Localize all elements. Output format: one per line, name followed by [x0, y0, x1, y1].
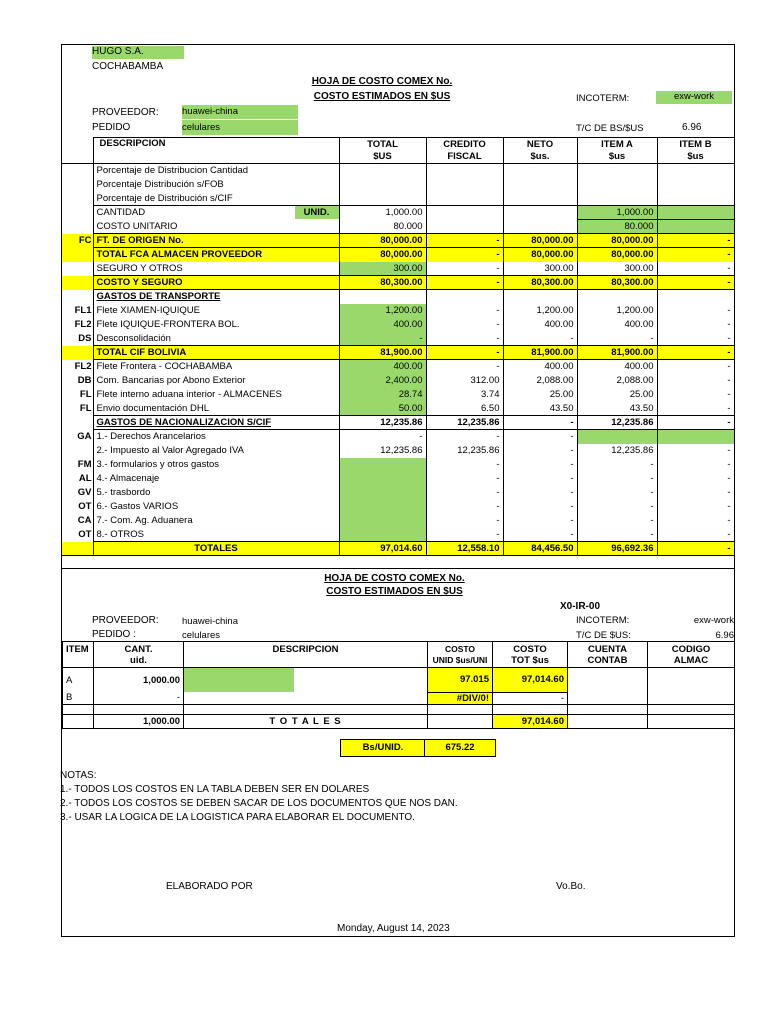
row-item-b: - — [657, 374, 734, 388]
tc-label: T/C DE BS/$US — [576, 123, 644, 134]
table-row — [62, 318, 734, 332]
row-item-b: - — [657, 318, 734, 332]
row-total — [339, 500, 426, 514]
row-item-a: 400.00 — [577, 360, 657, 374]
table-row: A 1,000.00 97.015 97,014.60 — [63, 668, 735, 693]
row-total: 12,235.86 — [339, 444, 426, 458]
cost-table — [62, 137, 735, 556]
header-descripcion-2: DESCRIPCION — [184, 642, 428, 668]
row-total — [339, 192, 426, 206]
row-credito — [426, 192, 503, 206]
row-total: 12,235.86 — [339, 416, 426, 430]
row-neto: 2,088.00 — [503, 374, 577, 388]
row-neto: - — [503, 528, 577, 542]
row-neto: - — [503, 514, 577, 528]
row-description: Flete IQUIQUE-FRONTERA BOL. — [93, 318, 339, 332]
company-city: COCHABAMBA — [92, 61, 164, 72]
row-total: 80.000 — [339, 220, 426, 234]
row-description: COSTO UNITARIO — [93, 220, 339, 234]
row-description: Porcentaje Distribución s/FOB — [93, 178, 339, 192]
row-credito — [426, 220, 503, 234]
row-item-a: 25.00 — [577, 388, 657, 402]
row-code — [62, 276, 93, 290]
row-item-a: 2,088.00 — [577, 374, 657, 388]
row-total: - — [339, 332, 426, 346]
tc-value: 6.96 — [682, 122, 702, 133]
row-description: SEGURO Y OTROS — [93, 262, 339, 276]
row-code: AL — [78, 473, 92, 484]
row-total — [339, 514, 426, 528]
row-credito — [426, 206, 503, 220]
row-description: Envio documentación DHL — [93, 402, 339, 416]
section2-order-label: PEDIDO : — [92, 629, 136, 640]
row-credito: - — [426, 248, 503, 262]
row-total — [339, 528, 426, 542]
row-description: Flete Frontera - COCHABAMBA — [93, 360, 339, 374]
table-row — [62, 388, 734, 402]
section2-subtitle: COSTO ESTIMADOS EN $US — [326, 586, 463, 597]
row-neto: 80,000.00 — [503, 234, 577, 248]
row-total: 97,014.60 — [339, 542, 426, 556]
table-row — [62, 500, 734, 514]
table-row — [62, 178, 734, 192]
row-item-a: 43.50 — [577, 402, 657, 416]
row-description: Com. Bancarias por Abono Exterior — [93, 374, 339, 388]
row-item-a: - — [577, 458, 657, 472]
section2-title: HOJA DE COSTO COMEX No. — [324, 573, 465, 584]
provider-label: PROVEEDOR: — [92, 107, 159, 118]
company-name: HUGO S.A. — [92, 46, 184, 59]
row-item-b — [657, 220, 734, 234]
row-item-a: 80,000.00 — [577, 234, 657, 248]
header-cant: CANT. uid. — [94, 642, 184, 668]
row-description: GASTOS DE NACIONALIZACION S/CIF — [93, 416, 339, 430]
row-credito: - — [426, 528, 503, 542]
row-item-a: 81,900.00 — [577, 346, 657, 360]
row-total: 1,000.00 — [339, 206, 426, 220]
section2-tc-value: 6.96 — [715, 630, 734, 641]
row-neto: - — [503, 444, 577, 458]
row-description: CANTIDAD UNID. — [93, 206, 339, 220]
row-description: Porcentaje de Distribución s/CIF — [93, 192, 339, 206]
row-credito: 12,558.10 — [426, 542, 503, 556]
row-code: FL1 — [74, 305, 92, 316]
row-description: COSTO Y SEGURO — [93, 276, 339, 290]
row-code: CA — [77, 515, 92, 526]
row-total — [339, 290, 426, 304]
incoterm-label: INCOTERM: — [576, 93, 630, 104]
row-neto: - — [503, 458, 577, 472]
row-code — [62, 444, 93, 458]
table-row — [62, 374, 734, 388]
row-code: FL2 — [74, 319, 92, 330]
row-item-b: - — [657, 234, 734, 248]
section2-order-value: celulares — [182, 630, 221, 641]
table-row — [62, 234, 734, 248]
section2-provider-label: PROVEEDOR: — [92, 615, 159, 626]
row-neto: 80,000.00 — [503, 248, 577, 262]
row-item-b: - — [657, 472, 734, 486]
note-line: 2.- TODOS LOS COSTOS SE DEBEN SACAR DE LOS DOCUMENTOS QUE NOS DAN. — [60, 798, 458, 809]
row-credito: - — [426, 262, 503, 276]
row-item-b — [657, 164, 734, 178]
section2-incoterm-label: INCOTERM: — [576, 615, 630, 626]
row-neto — [503, 290, 577, 304]
approved-label: Vo.Bo. — [556, 881, 586, 892]
row-credito: 6.50 — [426, 402, 503, 416]
row-neto: 300.00 — [503, 262, 577, 276]
row-neto — [503, 206, 577, 220]
row-description: 6.- Gastos VARIOS — [93, 500, 339, 514]
table-row — [62, 276, 734, 290]
row-description: Flete XIAMEN-IQUIQUE — [93, 304, 339, 318]
row-code: FL — [79, 389, 92, 400]
row-description: 2.- Impuesto al Valor Agregado IVA — [93, 444, 339, 458]
row-neto: 400.00 — [503, 360, 577, 374]
row-credito: - — [426, 234, 503, 248]
row-item-a — [577, 178, 657, 192]
items-table — [62, 641, 735, 729]
row-neto: - — [503, 332, 577, 346]
row-item-a: - — [577, 528, 657, 542]
row-item-a: 96,692.36 — [577, 542, 657, 556]
row-total — [339, 164, 426, 178]
row-item-a: 80,300.00 — [577, 276, 657, 290]
row-neto: 1,200.00 — [503, 304, 577, 318]
row-description: FT. DE ORIGEN No. — [93, 234, 339, 248]
row-neto: 80,300.00 — [503, 276, 577, 290]
row-credito — [426, 178, 503, 192]
table-row — [62, 542, 734, 556]
row-code — [62, 248, 93, 262]
order-label: PEDIDO — [92, 122, 131, 133]
row-neto: - — [503, 486, 577, 500]
row-code — [62, 346, 93, 360]
row-item-b: - — [657, 304, 734, 318]
row-item-b: - — [657, 388, 734, 402]
row-total: 50.00 — [339, 402, 426, 416]
row-item-b — [657, 290, 734, 304]
row-description: TOTAL CIF BOLIVIA — [93, 346, 339, 360]
row-description: Flete interno aduana interior - ALMACENES — [93, 388, 339, 402]
row-total: 400.00 — [339, 318, 426, 332]
row-item-b: - — [657, 514, 734, 528]
row-total — [339, 472, 426, 486]
row-description: 4.- Almacenaje — [93, 472, 339, 486]
row-neto — [503, 220, 577, 234]
row-total: 28.74 — [339, 388, 426, 402]
row-credito: - — [426, 486, 503, 500]
table-row — [62, 206, 734, 220]
row-total: 400.00 — [339, 360, 426, 374]
header-costo-unid: COSTO UNID $us/UNI — [428, 642, 493, 668]
row-credito — [426, 164, 503, 178]
row-neto — [503, 192, 577, 206]
row-item-a: 400.00 — [577, 318, 657, 332]
row-item-a — [577, 290, 657, 304]
table-row — [62, 472, 734, 486]
row-code: GA — [77, 431, 92, 442]
table-row — [62, 346, 734, 360]
row-item-b: - — [657, 444, 734, 458]
row-credito: 3.74 — [426, 388, 503, 402]
row-credito — [426, 290, 503, 304]
row-item-b: - — [657, 360, 734, 374]
row-neto: - — [503, 500, 577, 514]
row-code: GV — [77, 487, 92, 498]
row-item-a: 80,000.00 — [577, 248, 657, 262]
row-total — [339, 486, 426, 500]
row-credito: - — [426, 318, 503, 332]
table-row — [62, 360, 734, 374]
row-total — [339, 458, 426, 472]
section2-incoterm-value: exw-work — [693, 615, 734, 626]
row-code: FC — [62, 234, 93, 248]
row-item-b — [657, 430, 734, 444]
header-item: ITEM — [63, 642, 94, 668]
row-neto — [503, 178, 577, 192]
row-item-a: 1,200.00 — [577, 304, 657, 318]
row-total: 81,900.00 — [339, 346, 426, 360]
header-credito: CREDITO FISCAL — [426, 138, 503, 164]
row-neto: 43.50 — [503, 402, 577, 416]
header-codigo: CODIGO ALMAC — [648, 642, 735, 668]
row-item-a: - — [577, 332, 657, 346]
row-item-a — [577, 164, 657, 178]
row-total: 300.00 — [339, 262, 426, 276]
table-row — [62, 290, 734, 304]
table-row — [62, 164, 734, 178]
table-row — [62, 416, 734, 430]
row-item-b — [657, 206, 734, 220]
header-cuenta: CUENTA CONTAB — [568, 642, 648, 668]
row-description: TOTALES — [93, 542, 339, 556]
table-row: B - #DIV/0! - — [63, 692, 735, 704]
row-total: 1,200.00 — [339, 304, 426, 318]
row-item-a: 300.00 — [577, 262, 657, 276]
row-item-b: - — [657, 542, 734, 556]
row-total: 80,300.00 — [339, 276, 426, 290]
row-code: FL — [79, 403, 92, 414]
row-description: TOTAL FCA ALMACEN PROVEEDOR — [93, 248, 339, 262]
row-item-a: 12,235.86 — [577, 416, 657, 430]
header-total: TOTAL $US — [339, 138, 426, 164]
row-item-a: 80.000 — [577, 220, 657, 234]
row-description: 5.- trasbordo — [93, 486, 339, 500]
row-credito: 312.00 — [426, 374, 503, 388]
row-neto: 84,456.50 — [503, 542, 577, 556]
row-credito: - — [426, 458, 503, 472]
header-descripcion: DESCRIPCION — [93, 138, 339, 164]
table-row — [62, 220, 734, 234]
row-item-b: - — [657, 402, 734, 416]
table-row — [62, 304, 734, 318]
row-item-b: - — [657, 416, 734, 430]
row-item-b: - — [657, 332, 734, 346]
bs-unid-label: Bs/UNID. — [340, 739, 426, 757]
row-code — [62, 164, 93, 178]
row-description: 8.- OTROS — [93, 528, 339, 542]
row-item-b — [657, 192, 734, 206]
row-description: 7.- Com. Ag. Aduanera — [93, 514, 339, 528]
row-code: DB — [77, 375, 92, 386]
row-item-b: - — [657, 486, 734, 500]
totals-row: 1,000.00 T O T A L E S 97,014.60 — [63, 714, 735, 728]
row-description: 1.- Derechos Arancelarios — [93, 430, 339, 444]
sheet-subtitle: COSTO ESTIMADOS EN $US — [313, 91, 451, 102]
provider-value: huawei-china — [182, 105, 298, 119]
row-item-b: - — [657, 276, 734, 290]
row-total: - — [339, 430, 426, 444]
table-row — [62, 486, 734, 500]
row-description: 3.- formularios y otros gastos — [93, 458, 339, 472]
table-row — [62, 528, 734, 542]
row-description: Porcentaje de Distribucion Cantidad — [93, 164, 339, 178]
note-line: 1.- TODOS LOS COSTOS EN LA TABLA DEBEN SER EN DOLARES — [60, 784, 370, 795]
row-credito: - — [426, 332, 503, 346]
row-credito: - — [426, 430, 503, 444]
row-code — [62, 220, 93, 234]
table-row — [62, 248, 734, 262]
row-item-a — [577, 192, 657, 206]
row-credito: - — [426, 472, 503, 486]
row-code — [62, 262, 93, 276]
table-row — [62, 444, 734, 458]
row-credito: 12,235.86 — [426, 416, 503, 430]
row-neto: 81,900.00 — [503, 346, 577, 360]
row-credito: - — [426, 346, 503, 360]
row-description: Desconsolidación — [93, 332, 339, 346]
row-item-a: - — [577, 514, 657, 528]
header-costo-tot: COSTO TOT $us — [493, 642, 568, 668]
row-description: GASTOS DE TRANSPORTE — [93, 290, 339, 304]
table-row — [62, 514, 734, 528]
date: Monday, August 14, 2023 — [337, 923, 450, 934]
header-item-a: ITEM A $us — [577, 138, 657, 164]
row-item-a: 1,000.00 — [577, 206, 657, 220]
row-credito: - — [426, 514, 503, 528]
row-code: OT — [78, 529, 92, 540]
row-item-a: - — [577, 472, 657, 486]
row-item-b — [657, 178, 734, 192]
row-code — [62, 206, 93, 220]
row-item-a: 12,235.86 — [577, 444, 657, 458]
row-item-b: - — [657, 500, 734, 514]
row-total: 80,000.00 — [339, 248, 426, 262]
unit-label: UNID. — [295, 206, 339, 219]
section2-provider-value: huawei-china — [182, 616, 238, 627]
order-value: celulares — [182, 120, 298, 135]
row-neto — [503, 164, 577, 178]
incoterm-value: exw-work — [656, 91, 732, 104]
header-neto: NETO $us. — [503, 138, 577, 164]
row-code — [62, 290, 93, 304]
row-code — [62, 416, 93, 430]
row-code — [62, 178, 93, 192]
row-code: FL2 — [74, 361, 92, 372]
row-credito: 12,235.86 — [426, 444, 503, 458]
row-code — [62, 542, 93, 556]
row-neto: 25.00 — [503, 388, 577, 402]
row-credito: - — [426, 304, 503, 318]
table-row — [62, 262, 734, 276]
table-row — [62, 332, 734, 346]
row-item-b: - — [657, 528, 734, 542]
row-item-b: - — [657, 458, 734, 472]
row-credito: - — [426, 500, 503, 514]
row-item-a: - — [577, 486, 657, 500]
row-item-a — [577, 430, 657, 444]
row-total: 2,400.00 — [339, 374, 426, 388]
row-code: OT — [78, 501, 92, 512]
row-neto: - — [503, 430, 577, 444]
table-row — [62, 458, 734, 472]
row-total: 80,000.00 — [339, 234, 426, 248]
row-item-b: - — [657, 262, 734, 276]
row-code: DS — [78, 333, 92, 344]
row-item-b: - — [657, 346, 734, 360]
table-row — [62, 192, 734, 206]
row-credito: - — [426, 360, 503, 374]
note-line: 3.- USAR LA LOGICA DE LA LOGISTICA PARA ELABORAR EL DOCUMENTO. — [60, 812, 415, 823]
row-neto: - — [503, 416, 577, 430]
section2-tc-label: T/C DE $US: — [576, 630, 631, 641]
table-row — [62, 402, 734, 416]
row-total — [339, 178, 426, 192]
sheet-title: HOJA DE COSTO COMEX No. — [311, 76, 453, 87]
row-credito: - — [426, 276, 503, 290]
row-item-a: - — [577, 500, 657, 514]
bs-unid-value: 675.22 — [424, 739, 496, 757]
row-neto: - — [503, 472, 577, 486]
row-code: FM — [77, 459, 92, 470]
notes-title: NOTAS: — [60, 770, 97, 781]
cost-sheet — [61, 44, 735, 937]
table-row — [62, 430, 734, 444]
row-code — [62, 192, 93, 206]
section2-ref: X0-IR-00 — [560, 601, 601, 612]
header-item-b: ITEM B $us — [657, 138, 734, 164]
made-by-label: ELABORADO POR — [166, 881, 253, 892]
row-neto: 400.00 — [503, 318, 577, 332]
row-item-b: - — [657, 248, 734, 262]
